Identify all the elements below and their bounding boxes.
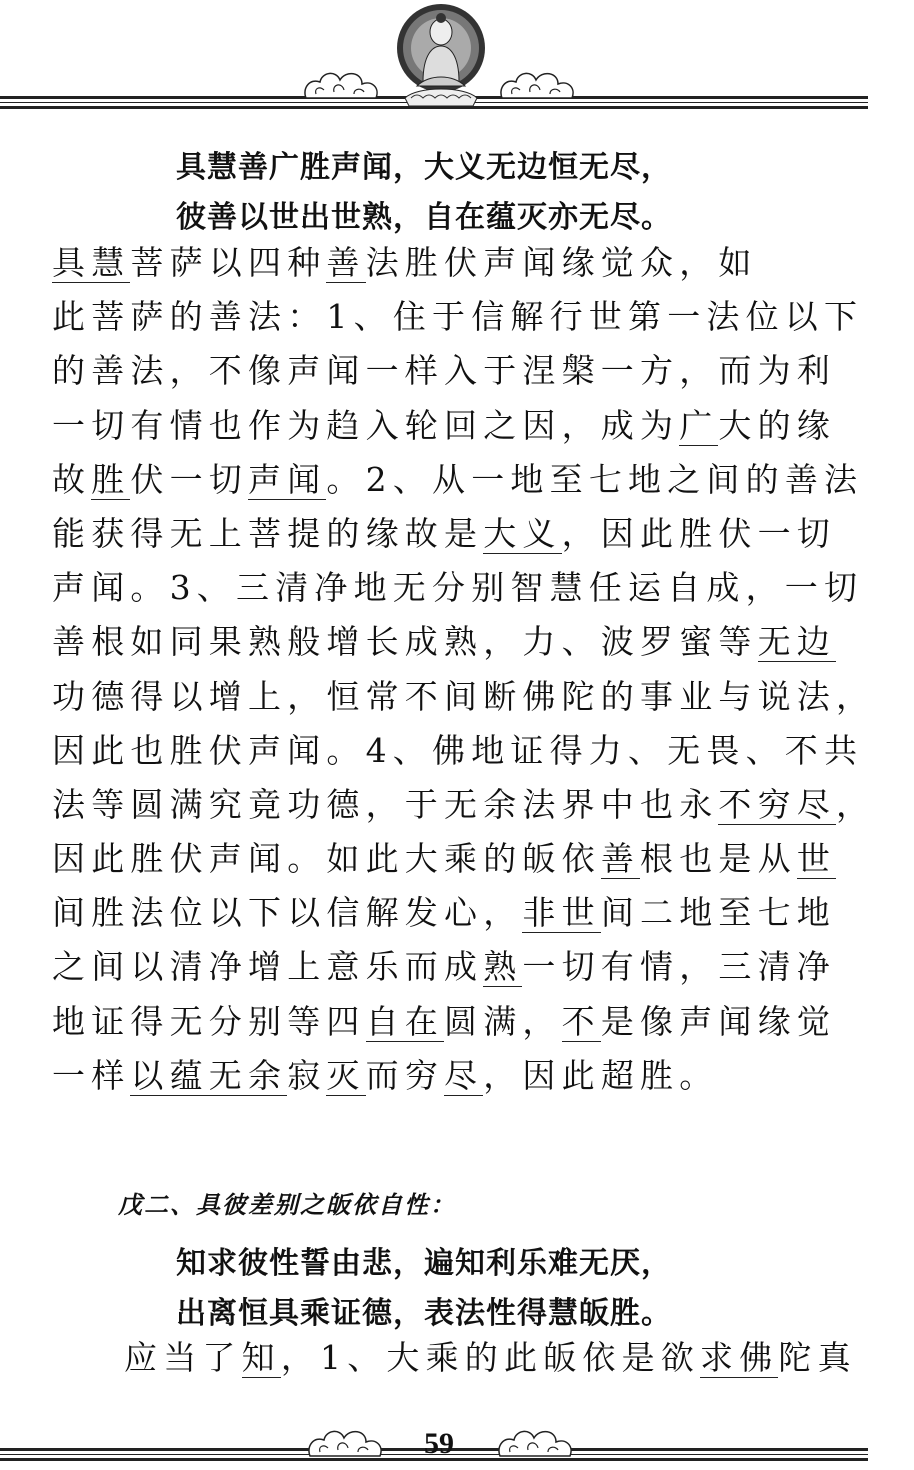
verse-line: 知求彼性誓由悲，遍知利乐难无厌，	[176, 1246, 672, 1281]
text-segment: 。2、从一地至七地之间的善法	[326, 459, 864, 499]
header-ornament	[0, 0, 868, 120]
text-segment: 能获得无上菩提的缘故是	[52, 513, 484, 553]
underlined-keyword: 熟	[483, 947, 523, 987]
text-segment: 根也是从	[640, 839, 797, 879]
commentary-paragraph	[124, 1331, 914, 1385]
underlined-keyword: 广	[679, 405, 719, 445]
underlined-keyword: 世	[796, 839, 837, 879]
underlined-keyword: 善	[326, 243, 366, 282]
text-segment: 间二地至七地	[600, 893, 837, 933]
text-line	[124, 1331, 914, 1385]
text-segment: 法胜伏声闻缘觉众，如	[365, 243, 758, 282]
text-segment: 伏一切	[130, 459, 249, 499]
text-segment: 一切有情，三清净	[522, 947, 837, 987]
text-line	[52, 399, 842, 453]
underlined-keyword: 不穷尽	[718, 784, 837, 824]
text-segment: 声闻。3、三清净地无分别智慧任运自成，一切	[52, 568, 864, 608]
underlined-keyword: 灭	[326, 1055, 366, 1095]
text-segment: 此菩萨的善法：1、住于信解行世第一法位以下	[52, 297, 864, 337]
text-segment: 的善法，不像声闻一样入于涅槃一方，而为利	[52, 351, 836, 391]
text-segment: 地证得无分别等四	[52, 1001, 366, 1041]
text-segment: 一切有情也作为趋入轮回之因，成为	[52, 405, 680, 445]
underlined-keyword: 胜	[91, 459, 131, 499]
text-line	[52, 832, 842, 886]
commentary-paragraph	[52, 236, 876, 1103]
underlined-keyword: 自在	[365, 1001, 445, 1041]
underlined-keyword: 以蕴无余	[130, 1055, 288, 1095]
buddha-icon	[393, 2, 489, 110]
cloud-ornament-left-icon	[304, 1422, 386, 1462]
text-segment: 间胜法位以下以信解发心，	[52, 893, 523, 933]
text-line	[52, 995, 842, 1049]
underlined-keyword: 知	[241, 1338, 281, 1377]
text-segment: 功德得以增上，恒常不间断佛陀的事业与说法，	[52, 676, 876, 716]
text-segment: ，	[836, 784, 876, 824]
cloud-ornament-left-icon	[300, 64, 382, 104]
text-line	[52, 615, 842, 669]
text-segment: 应当了	[124, 1338, 242, 1377]
text-segment: 圆满，	[444, 1001, 562, 1041]
text-line	[52, 453, 864, 507]
cloud-ornament-right-icon	[494, 1422, 576, 1462]
text-segment: 陀真	[778, 1338, 857, 1377]
text-segment: 故	[52, 459, 92, 499]
verse-line: 彼善以世出世熟，自在蕴灭亦无尽。	[176, 200, 672, 235]
text-segment: 善根如同果熟般增长成熟，力、波罗蜜等	[52, 622, 758, 662]
text-segment: 是像声闻缘觉	[600, 1001, 837, 1041]
text-line	[52, 290, 864, 344]
text-line	[52, 561, 864, 615]
underlined-keyword: 不	[561, 1001, 601, 1041]
text-line	[52, 940, 842, 994]
text-segment: 一样	[52, 1055, 131, 1095]
underlined-keyword: 求佛	[700, 1338, 779, 1377]
text-line	[52, 724, 864, 778]
page-number: 59	[424, 1427, 454, 1460]
underlined-keyword: 尽	[444, 1055, 484, 1095]
text-segment: 因此胜伏声闻。如此大乘的皈依	[52, 839, 601, 879]
underlined-keyword: 善	[600, 839, 641, 879]
underlined-keyword: 非世	[522, 893, 601, 933]
underlined-keyword: 具慧	[52, 243, 131, 282]
text-line	[52, 344, 842, 398]
cloud-ornament-right-icon	[496, 64, 578, 104]
text-line	[52, 507, 842, 561]
text-segment: 法等圆满究竟功德，于无余法界中也永	[52, 784, 719, 824]
text-segment: ，因此超胜。	[483, 1055, 719, 1095]
section-title: 戊二、具彼差别之皈依自性：	[118, 1190, 456, 1219]
text-segment: 而穷	[365, 1055, 445, 1095]
text-segment: ，1、大乘的此皈依是欲	[280, 1338, 701, 1377]
text-line	[52, 886, 842, 940]
text-line	[52, 236, 842, 290]
text-segment: ，因此胜伏一切	[561, 513, 837, 553]
text-line	[52, 670, 876, 724]
text-segment: 之间以清净增上意乐而成	[52, 947, 484, 987]
verse-line: 出离恒具乘证德，表法性得慧皈胜。	[176, 1296, 672, 1331]
text-segment: 大的缘	[718, 405, 837, 445]
verse-line: 具慧善广胜声闻，大义无边恒无尽，	[176, 150, 672, 185]
text-line	[52, 778, 876, 832]
underlined-keyword: 无边	[757, 622, 837, 662]
underlined-keyword: 大义	[483, 513, 562, 553]
text-segment: 因此也胜伏声闻。4、佛地证得力、无畏、不共	[52, 730, 864, 770]
text-segment: 寂	[287, 1055, 327, 1095]
text-line	[52, 1049, 842, 1103]
underlined-keyword: 声闻	[248, 459, 327, 499]
text-segment: 菩萨以四种	[130, 243, 327, 282]
